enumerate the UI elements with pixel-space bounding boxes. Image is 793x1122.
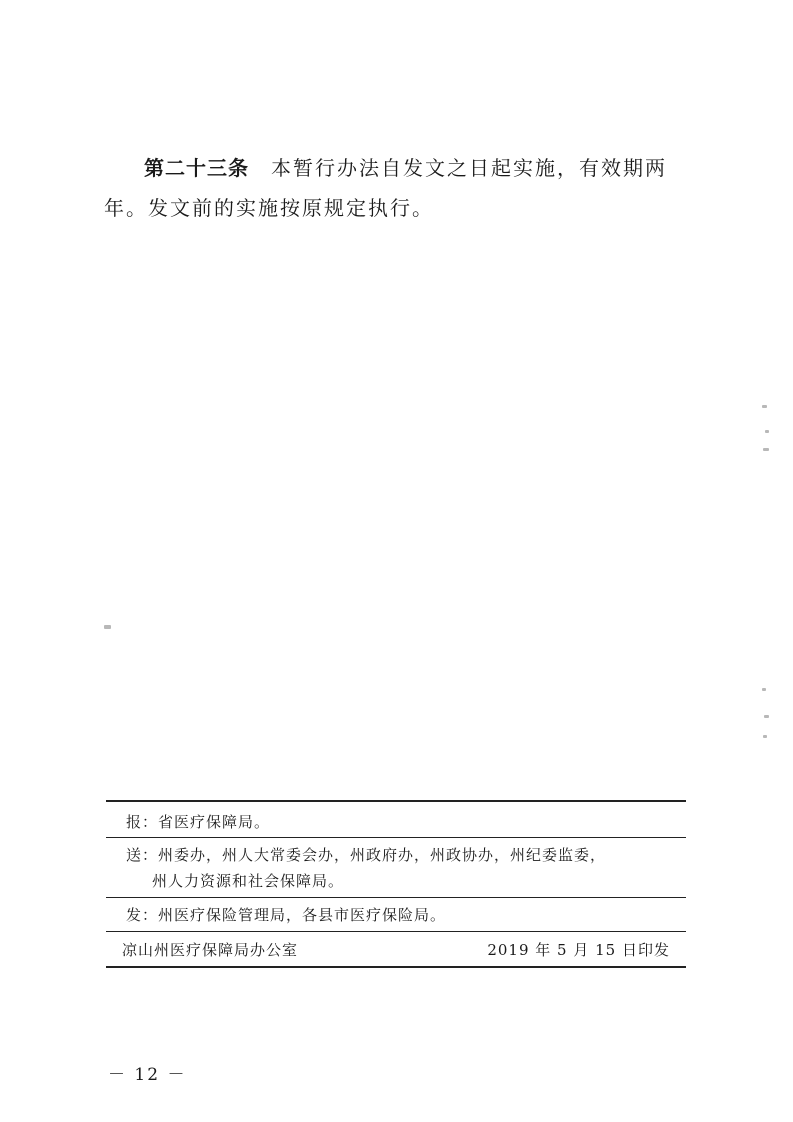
article-23	[104, 148, 696, 228]
send-recipients-line2: 州人力资源和社会保障局。	[152, 872, 345, 890]
footer-top-rule	[106, 800, 686, 802]
footer-bottom-rule	[106, 966, 686, 968]
article-text: 本暂行办法自发文之日起实施，有效期两年。发文前的实施按原规定执行。	[104, 156, 667, 220]
issue-row	[126, 902, 686, 928]
article-heading: 第二十三条	[144, 156, 249, 180]
scan-speck	[764, 715, 769, 718]
send-row	[126, 842, 686, 868]
scan-speck	[762, 688, 766, 691]
print-date: 2019 年 5 月 15 日印发	[487, 941, 670, 959]
send-label: 送：	[126, 846, 159, 864]
scan-speck	[765, 430, 769, 433]
scan-speck	[763, 448, 769, 451]
imprint-row	[122, 937, 670, 963]
report-row	[126, 809, 686, 835]
scan-speck	[763, 735, 767, 738]
report-recipients: 省医疗保障局。	[158, 813, 271, 831]
scan-speck	[762, 405, 767, 408]
page-number: － 12 －	[108, 1065, 187, 1085]
send-rule	[106, 897, 686, 898]
issuing-office: 凉山州医疗保障局办公室	[122, 941, 299, 959]
scan-speck	[104, 625, 111, 629]
issue-rule	[106, 931, 686, 932]
send-recipients-line1: 州委办，州人大常委会办，州政府办，州政协办，州纪委监委，	[158, 846, 607, 864]
issue-label: 发：	[126, 906, 159, 924]
report-rule	[106, 837, 686, 838]
send-row-continued	[152, 868, 686, 894]
issue-recipients: 州医疗保险管理局，各县市医疗保险局。	[158, 906, 447, 924]
report-label: 报：	[126, 813, 159, 831]
